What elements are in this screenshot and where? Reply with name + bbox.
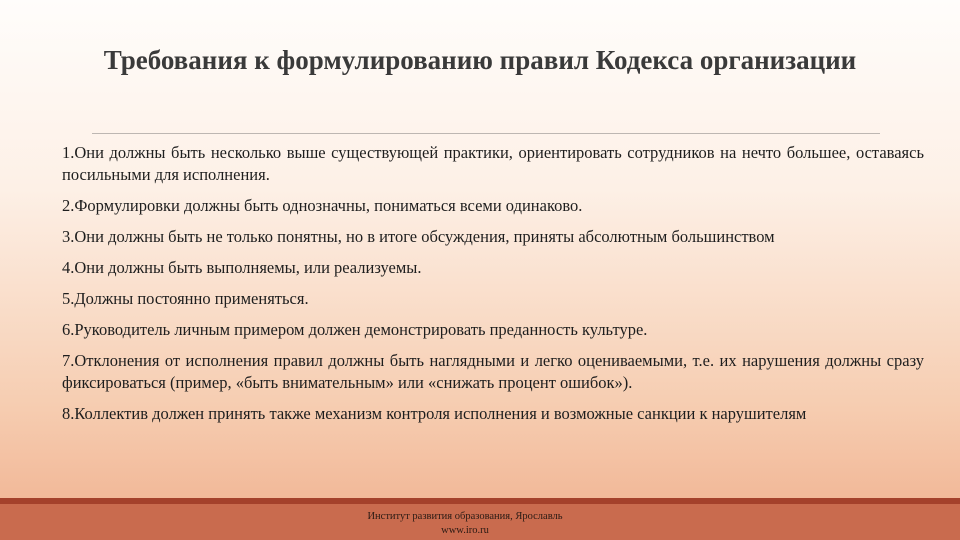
list-item: 4.Они должны быть выполняемы, или реализуемы.: [62, 258, 422, 277]
list-item: 8.Коллектив должен принять также механизм контроля исполнения и возможные санкции к нарушителям: [62, 404, 807, 423]
footer-website[interactable]: www.iro.ru: [441, 525, 489, 536]
list-item: 1.Они должны быть несколько выше существующей практики, ориентировать сотрудников на нечто большее, оставаясь посильными для исполнения.: [62, 143, 924, 184]
footer-credit: [330, 510, 600, 538]
list-item: 6.Руководитель личным примером должен демонстрировать преданность культуре.: [62, 320, 648, 339]
title-divider: [92, 133, 880, 134]
footer-institute: Институт развития образования, Ярославль: [367, 511, 563, 522]
list-item: 5.Должны постоянно применяться.: [62, 289, 309, 308]
footer-divider: [0, 498, 960, 504]
list-item: 7.Отклонения от исполнения правил должны быть наглядными и легко оцениваемыми, т.е. их нарушения должны сразу фиксироваться (пример, «быть внимательным» или «снижать процент ошибок»).: [62, 351, 924, 392]
list-item: 2.Формулировки должны быть однозначны, пониматься всеми одинаково.: [62, 196, 583, 215]
slide-title: Требования к формулированию правил Кодекса организации: [103, 45, 857, 75]
requirements-list: [62, 142, 924, 425]
list-item: 3.Они должны быть не только понятны, но в итоге обсуждения, приняты абсолютным большинством: [62, 227, 775, 246]
